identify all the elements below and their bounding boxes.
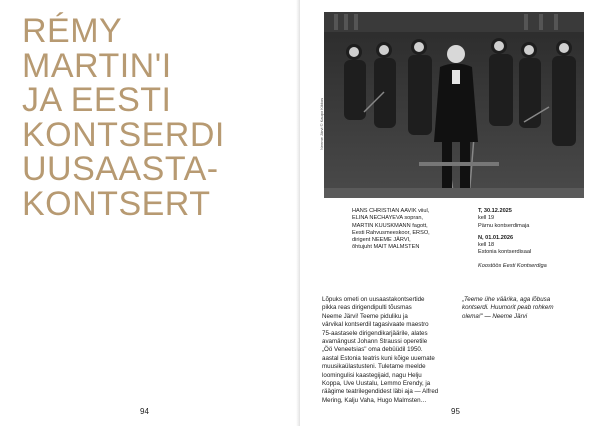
performer-line: ELINA NECHAYEVA sopran, — [352, 215, 423, 222]
quote-line: „Teeme ühe väärika, aga lõbusa — [462, 296, 551, 303]
date-2-time: kell 18 — [478, 242, 495, 249]
performer-line: Eesti Rahvusmeeskoor, ERSO, — [352, 229, 430, 236]
body-line: pikka reas dirigendipulti tõusmas — [322, 304, 412, 312]
title-line: MARTIN'I — [22, 46, 172, 85]
body-line: aastal Estonia teatris kuni kõige uuemate — [322, 354, 435, 362]
performer-line: õhtujuht MAIT MALMSTEN — [352, 244, 420, 251]
title-line: UUSAASTA- — [22, 150, 219, 188]
date-2: N, 01.01.2026 — [478, 234, 514, 241]
performers-list — [352, 208, 462, 252]
performer-line: dirigent NEEME JÄRVI, — [352, 237, 411, 244]
date-2-venue: Estonia kontserdisaal — [478, 249, 532, 256]
page-number-right: 95 — [451, 407, 460, 416]
title-line: KONTSERT — [22, 184, 211, 223]
body-line: muusikaülastusteni. Tuletame meelde — [322, 363, 426, 371]
title-line: JA EESTI — [22, 81, 172, 119]
date-1: T, 30.12.2025 — [478, 208, 512, 214]
orchestra-conductor-photo — [324, 12, 584, 198]
title-line: KONTSERDI — [22, 115, 225, 154]
body-line: 75-aastasele dirigendikarjäärile, alates — [322, 329, 428, 337]
concert-dates — [478, 208, 588, 270]
photo-credit: Neeme Järvi © Kaupo Kikkas — [319, 97, 324, 150]
body-line: „Öö Veneetsias" oma debüüdil 1950. — [322, 346, 423, 354]
body-paragraph — [322, 296, 450, 405]
body-line: Koppa, Uve Uustalu, Lemmo Erendy, ja — [322, 380, 431, 388]
body-line: Mering, Kalju Vaha, Hugo Malmsten… — [322, 396, 427, 404]
body-line: loomingulisi kaastegijaid, nagu Helju — [322, 371, 422, 379]
quote — [462, 296, 582, 321]
body-line: värvikal kontserdil tagasivaate maestro — [322, 321, 429, 329]
date-1-venue: Pärnu kontserdimaja — [478, 222, 530, 229]
performer-line: HANS CHRISTIAN AAVIK viiul, — [352, 208, 430, 214]
partner-note: Koostöös Eesti Kontserdiga — [478, 262, 547, 269]
photo-illustration — [324, 12, 584, 198]
date-1-time: kell 19 — [478, 215, 495, 222]
body-line: Neeme Järvi! Teeme piduliku ja — [322, 312, 408, 320]
quote-line: kontserdi. Huumorit peab rohkem — [462, 304, 554, 312]
title-line: RÉMY — [22, 12, 123, 50]
body-line: Lõpuks ometi on uusaastakontsertide — [322, 296, 425, 303]
performer-line: MARTIN KUUSKMANN fagott, — [352, 222, 428, 229]
quote-line: olema!" — Neeme Järvi — [462, 312, 528, 320]
body-line: räägime teatrilegendidest läbi aja — Alfred — [322, 388, 439, 396]
title — [22, 14, 292, 221]
body-line: avamängust Johann Straussi operetile — [322, 338, 428, 346]
page-number-left: 94 — [140, 407, 149, 416]
